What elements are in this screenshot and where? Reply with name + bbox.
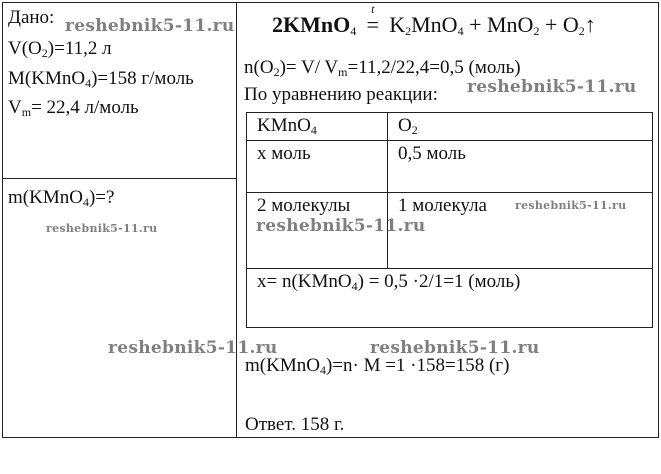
table-header-o2: $O_2$ bbox=[388, 113, 653, 141]
watermark: reshebnik5-11.ru bbox=[467, 77, 637, 97]
given-heading: Дано: bbox=[8, 7, 55, 28]
gas-arrow-icon: ↑ bbox=[584, 12, 596, 37]
table-header-kmno4: KMnO$_4$ bbox=[247, 113, 388, 141]
watermark: reshebnik5-11.ru bbox=[515, 199, 627, 212]
table-cell-molecules-o2: 1 молекула bbox=[388, 193, 653, 269]
watermark: reshebnik5-11.ru bbox=[108, 338, 278, 358]
given-molar-volume: $V_m= 22,4$ л/моль bbox=[8, 97, 139, 119]
calc-mass-kmno4: m(KMnO$_4$)=n· M =1 ·158=158 (г) bbox=[245, 355, 510, 377]
watermark: reshebnik5-11.ru bbox=[256, 216, 426, 236]
watermark: reshebnik5-11.ru bbox=[370, 338, 540, 358]
table-cell-o2-mol: 0,5 моль bbox=[388, 141, 653, 193]
given-find-divider bbox=[2, 178, 237, 179]
find-mass: m(KMnO$_4$)=? bbox=[8, 187, 115, 209]
given-volume-o2: $V(O_2)=11,2$ л bbox=[8, 38, 112, 60]
table-cell-molecules-kmno4: 2 молекулы bbox=[247, 193, 388, 269]
given-molar-mass: M(KMnO$_4$)=158 г/моль bbox=[8, 68, 194, 90]
answer-text: Ответ. 158 г. bbox=[245, 414, 345, 435]
watermark: reshebnik5-11.ru bbox=[46, 222, 158, 235]
table-result-row: x= n(KMnO$_4$) = 0,5 ·2/1=1 (моль) bbox=[247, 269, 653, 328]
calc-moles-o2: $n(O_2)= V/$ $V_m=11,2/22,4=0,5$ (моль) bbox=[244, 57, 521, 79]
reaction-note: По уравнению реакции: bbox=[244, 84, 438, 105]
column-divider bbox=[236, 2, 237, 438]
reaction-equation: 2KMnO$_4$ t = $K_2MnO_4 + MnO_2$ + $O_2↑$ bbox=[272, 2, 596, 38]
reaction-condition: t = bbox=[366, 2, 379, 37]
watermark: reshebnik5-11.ru bbox=[65, 16, 235, 36]
table-cell-x-mol: x моль bbox=[247, 141, 388, 193]
